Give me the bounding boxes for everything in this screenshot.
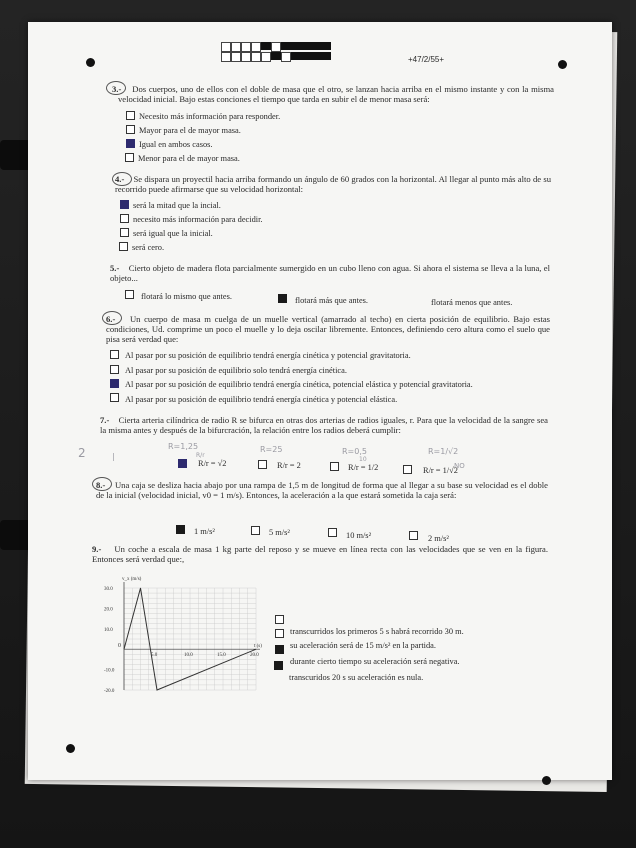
q6-option-3: Al pasar por su posición de equilibrio tendrá energía cinética, potencial elástica y potencial gravitatoria. [125, 380, 473, 389]
q5-option-2: flotará más que antes. [295, 296, 369, 305]
q8-option-1: 1 m/s² [194, 527, 215, 536]
q7-option-3: R/r = 1/2 [348, 463, 379, 472]
hole-top-right [558, 60, 567, 69]
q3-option-2: Mayor para el de mayor masa. [139, 126, 241, 135]
hand-r4: R=1/√2 [428, 447, 459, 456]
q8-option-4: 2 m/s² [428, 534, 449, 543]
q8-text: 8.- Una caja se desliza hacia abajo por una rampa de 1,5 m de longitud de forma que al llegar a su base su velocidad es el doble de la inicial (velocidad inicial, v0 = 1 m/s). Entonces, la aceleración a la que estará sometida la caja será: [96, 480, 548, 500]
q3-checkbox-3[interactable] [126, 139, 135, 148]
q4-text: 4.- Se dispara un proyectil hacia arriba formando un ángulo de 60 grados con la horizontal. Al llegar al punto más alto de su recorrido puede afirmarse que su velocidad horizontal: [115, 174, 552, 194]
hand-r3-sub: 10 [359, 456, 367, 463]
q9-option-3: durante cierto tiempo su aceleración será negativa. [290, 657, 460, 666]
q3-option-1: Necesito más información para responder. [139, 112, 281, 121]
q6-option-4: Al pasar por su posición de equilibrio tendrá energía cinética y potencial elástica. [125, 395, 398, 404]
q4-option-4: será cero. [132, 243, 165, 252]
q7-option-2: R/r = 2 [277, 461, 301, 470]
q9-checkbox-2[interactable] [275, 629, 284, 638]
q4-option-3: será igual que la inicial. [133, 229, 213, 238]
q4-checkbox-2[interactable] [120, 214, 129, 223]
q6-option-2: Al pasar por su posición de equilibrio solo tendrá energía cinética. [125, 366, 347, 375]
hole-bottom-left [66, 744, 75, 753]
q6-checkbox-2[interactable] [110, 365, 119, 374]
q6-checkbox-1[interactable] [110, 350, 119, 359]
q3-checkbox-1[interactable] [126, 111, 135, 120]
q9-checkbox-4[interactable] [274, 661, 283, 670]
q8-option-3: 10 m/s² [346, 531, 372, 540]
q9-option-2: su aceleración será de 15 m/s² en la partida. [290, 641, 436, 650]
y-tick-label: -20.0 [104, 689, 115, 694]
q6-option-1: Al pasar por su posición de equilibrio tendrá energía cinética y potencial gravitatoria. [125, 351, 411, 360]
q7-checkbox-1[interactable] [178, 459, 187, 468]
y-tick-label: 10.0 [104, 627, 113, 633]
q8-checkbox-3[interactable] [328, 528, 337, 537]
q9-text: 9.- Un coche a escala de masa 1 kg parte del reposo y se mueve en línea recta con las velocidades que se ven en la figura. Entonces será verdad que:, [92, 544, 549, 564]
q5-checkbox-1[interactable] [125, 290, 134, 299]
x-tick-label: 15.0 [217, 653, 226, 659]
q3-option-4: Menor para el de mayor masa. [138, 154, 240, 163]
hand-r3: R=0,5 [342, 447, 367, 456]
velocity-chart [86, 574, 266, 694]
q7-checkbox-3[interactable] [330, 462, 339, 471]
barcode-row-2 [221, 52, 331, 70]
q5-option-3: flotará menos que antes. [431, 298, 513, 307]
q7-option-4: R/r = 1/√2 [423, 466, 458, 475]
q9-checkbox-1[interactable] [275, 615, 284, 624]
hand-mark-tick: | [112, 452, 115, 461]
q4-checkbox-3[interactable] [120, 228, 129, 237]
q9-option-1: transcurridos los primeros 5 s habrá recorrido 30 m. [290, 627, 464, 636]
hole-bottom-right [542, 776, 551, 785]
hand-no: NO [454, 462, 465, 470]
chart-y-label: v_x (m/s) [122, 577, 142, 582]
q7-option-1: R/r = √2 [198, 459, 227, 468]
exam-page [28, 22, 612, 780]
q3-option-3: Igual en ambos casos. [139, 140, 213, 149]
q8-checkbox-1[interactable] [176, 525, 185, 534]
hand-mark-left: 2 [78, 446, 86, 460]
exam-code: +47/2/55+ [408, 55, 445, 64]
hand-r2: R=25 [260, 445, 283, 454]
q6-checkbox-4[interactable] [110, 393, 119, 402]
q4-option-1: será la mitad que la incial. [133, 201, 221, 210]
q8-checkbox-4[interactable] [409, 531, 418, 540]
q4-option-2: necesito más información para decidir. [133, 215, 263, 224]
q9-option-4: transcuridos 20 s su aceleración es nula. [289, 673, 424, 682]
q7-checkbox-2[interactable] [258, 460, 267, 469]
y-tick-label: 20.0 [104, 607, 113, 613]
q3-checkbox-2[interactable] [126, 125, 135, 134]
chart-origin-label: 0 [118, 643, 121, 650]
q7-checkbox-4[interactable] [403, 465, 412, 474]
q3-checkbox-4[interactable] [125, 153, 134, 162]
q5-option-1: flotará lo mismo que antes. [141, 292, 232, 301]
q4-checkbox-1[interactable] [120, 200, 129, 209]
x-tick-label: 20.0 [250, 653, 259, 659]
q8-checkbox-2[interactable] [251, 526, 260, 535]
q6-text: 6.- Un cuerpo de masa m cuelga de un muelle vertical (amarrado al techo) en cierta posición de equilibrio. Bajo estas condiciones, Ud. comprime un poco el muelle y lo deja oscilar libremente. Entonces, definiendo cero altura como el suelo que pisa será verdad que: [106, 314, 550, 344]
q7-text: 7.- Cierta arteria cilíndrica de radio R se bifurca en otras dos arterias de radios iguales, r. Para que la velocidad de la sangre sea la misma antes y después de la bifurcración, la relación entre los radios deberá cumplir: [100, 415, 548, 435]
x-tick-label: 5.0 [151, 653, 158, 659]
q6-checkbox-3[interactable] [110, 379, 119, 388]
q5-text: 5.- Cierto objeto de madera flota parcialmente sumergido en un cubo lleno con agua. Si ahora el sistema se lleva a la luna, el objeto... [110, 263, 551, 283]
y-tick-label: -10.0 [104, 668, 115, 674]
q4-checkbox-4[interactable] [119, 242, 128, 251]
q5-checkbox-2[interactable] [278, 294, 287, 303]
hand-frac-mark: R/r [196, 452, 205, 459]
q8-option-2: 5 m/s² [269, 528, 290, 537]
chart-grid [124, 588, 256, 690]
x-tick-label: 10.0 [184, 653, 193, 659]
q3-text: 3.- Dos cuerpos, uno de ellos con el doble de masa que el otro, se lanzan hacia arriba en el mismo instante y con la misma velocidad inicial. Bajo estas conciones el tiempo que tarda en subir el de menor masa será: [112, 84, 554, 104]
hand-r1: R=1,25 [168, 442, 199, 451]
q9-checkbox-3[interactable] [275, 645, 284, 654]
y-tick-label: 30.0 [104, 587, 113, 592]
chart-x-label: t (s) [254, 644, 262, 650]
hole-top-left [86, 58, 95, 67]
